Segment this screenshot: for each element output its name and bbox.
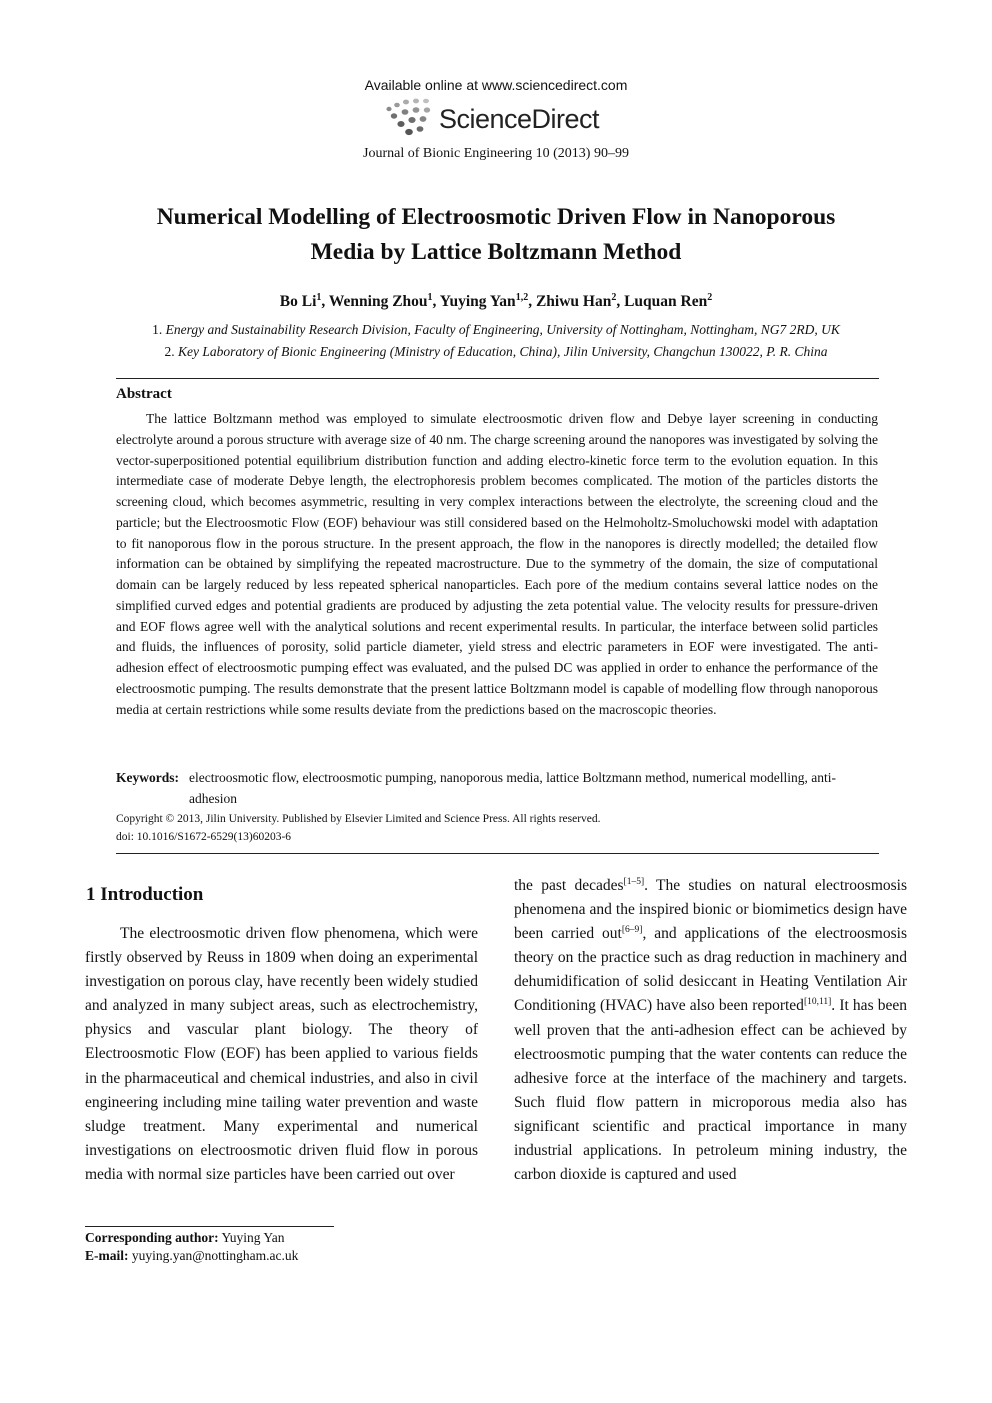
journal-citation: Journal of Bionic Engineering 10 (2013) 90–99	[363, 146, 629, 161]
intro-left-column: The electroosmotic driven flow phenomena, which were firstly observed by Reuss in 1809 when doing an experimental investigation on porous clay, have recently been widely studied and analyzed in many subject areas, such as electrochemistry, physics and vascular plant biology. The theory of Electroosmotic Flow (EOF) has been applied to various fields in the pharmaceutical and chemical industries, and also in civil engineering including mine tailing water prevention and waste sludge treatment. Many experimental and numerical investigations on electroosmotic driven fluid flow in porous media with normal size particles have been carried out over	[85, 925, 478, 1183]
author-name: Yuying Yan	[439, 293, 516, 311]
affiliation-number: 1.	[152, 322, 163, 337]
paper-title-line-1: Numerical Modelling of Electroosmotic Driven Flow in Nanoporous	[156, 204, 836, 230]
author-list: Bo Li$^1$, Wenning Zhou$^1$, Yuying Yan$^{1,2}$, Zhiwu Han$^2$, Luquan Ren$^2$	[279, 292, 713, 311]
citation-ref: [6–9]	[621, 925, 643, 936]
author-name: Zhiwu Han	[535, 293, 612, 311]
author-name: Luquan Ren	[624, 293, 708, 311]
paper-title	[100, 200, 892, 270]
intro-text-segment: . It has been well proven that the anti-adhesion effect can be achieved by electroosmotic pumping that the water contents can reduce the adhesive force at the interface of the machinery and targets. Such fluid flow pattern in microporous media also has significant scientific and practical importance in many industrial applications. In petroleum mining industry, the carbon dioxide is captured and used	[514, 997, 908, 1184]
author-name: Wenning Zhou	[328, 293, 428, 311]
copyright-notice: Copyright © 2013, Jilin University. Published by Elsevier Limited and Science Press. All rights reserved.	[116, 813, 601, 825]
corresponding-author-label: Corresponding author:	[85, 1230, 219, 1245]
doi-text: doi: 10.1016/S1672-6529(13)60203-6	[116, 831, 292, 843]
footnote-rule	[85, 1226, 334, 1227]
abstract-bottom-rule	[116, 853, 879, 854]
author-name: Bo Li	[279, 293, 317, 311]
sciencedirect-wordmark: ScienceDirect	[439, 104, 600, 134]
section-heading-introduction: 1 Introduction	[86, 884, 204, 905]
corresponding-author	[85, 1230, 285, 1246]
affiliation-number: 2.	[164, 344, 175, 359]
paper-title-line-2: Media by Lattice Boltzmann Method	[310, 239, 682, 265]
sciencedirect-logo	[381, 97, 611, 139]
author-affiliation-mark: 1	[427, 292, 433, 303]
corresponding-author-name: Yuying Yan	[221, 1230, 285, 1245]
intro-text-segment: the past decades	[514, 877, 624, 894]
keywords-label: Keywords:	[116, 770, 179, 785]
affiliation-2	[0, 344, 992, 360]
affiliation-text: Key Laboratory of Bionic Engineering (Ministry of Education, China), Jilin University, Changchun 130022, P. R. China	[177, 344, 828, 359]
sciencedirect-dots-icon	[381, 97, 439, 139]
abstract-top-rule	[116, 378, 879, 379]
intro-right-column	[514, 874, 907, 1187]
intro-text-segment: , and applications of the electroosmosis theory on the practice such as drag reduction in machinery and dehumidification of solid desiccant in Heating Ventilation Air Conditioning (HVAC) have also been reported	[514, 925, 907, 1015]
affiliation-text: Energy and Sustainability Research Division, Faculty of Engineering, University of Nottingham, Nottingham, NG7 2RD, UK	[165, 322, 840, 337]
abstract-heading: Abstract	[116, 386, 172, 402]
author-affiliation-mark: 1	[316, 292, 322, 303]
keywords-text: electroosmotic flow, electroosmotic pumping, nanoporous media, lattice Boltzmann method, numerical modelling, anti-adhesion	[189, 770, 836, 806]
abstract-body: The lattice Boltzmann method was employed to simulate electroosmotic driven flow and Debye layer screening in conducting electrolyte around a porous structure with average size of 40 nm. The charge screening around the nanopores was investigated by solving the vector-superpositioned potential equilibrium distribution function and adding electro-kinetic force term to the evolution equation. In this intermediate case of moderate Debye length, the electrophoresis problem becomes complicated. The motion of the particles distorts the screening cloud, which becomes asymmetric, resulting in very complex interactions between the electrolyte, the screening cloud and the particle; but the Electroosmotic Flow (EOF) behaviour was still considered based on the Helmoholtz-Smoluchowski model with adaptation to fit nanoporous flow in the porous structure. In the present approach, the flow in the nanopores is directly modelled; the detailed flow information can be obtained by simplifying the repeated macrostructure. Due to the symmetry of the domain, the size of computational domain can be largely reduced by less repeated spherical nanoparticles. Each pore of the medium contains several lattice nodes on the simplified curved edges and potential gradients are produced by adjusting the zeta potential value. The velocity results for pressure-driven and EOF flows agree well with the analytical solutions and recent experimental results. In particular, the interface between solid particles and fluids, the influences of porosity, solid particle diameter, yield stress and electric parameters in EOF were investigated. The anti-adhesion effect of electroosmotic pumping effect was evaluated, and the pulsed DC was applied in order to enhance the performance of the electroosmotic pumping. The results demonstrate that the present lattice Boltzmann model is capable of modelling flow through nanoporous media at certain restrictions while some results deviate from the predictions based on the macroscopic theories.	[116, 411, 878, 717]
available-online-text: Available online at www.sciencedirect.com	[364, 77, 628, 93]
email-address: yuying.yan@nottingham.ac.uk	[131, 1248, 299, 1263]
citation-ref: [10,11]	[803, 997, 832, 1008]
affiliation-1	[0, 322, 992, 338]
corresponding-email	[85, 1248, 298, 1264]
intro-text-segment: . The studies on natural electroosmosis phenomena and the inspired bionic or biomimetics design have been carried out	[514, 877, 907, 943]
author-affiliation-mark: 2	[707, 292, 713, 303]
author-affiliation-mark: 1,2	[515, 292, 529, 303]
author-affiliation-mark: 2	[611, 292, 617, 303]
email-label: E-mail:	[85, 1248, 129, 1263]
citation-ref: [1–5]	[623, 876, 645, 887]
